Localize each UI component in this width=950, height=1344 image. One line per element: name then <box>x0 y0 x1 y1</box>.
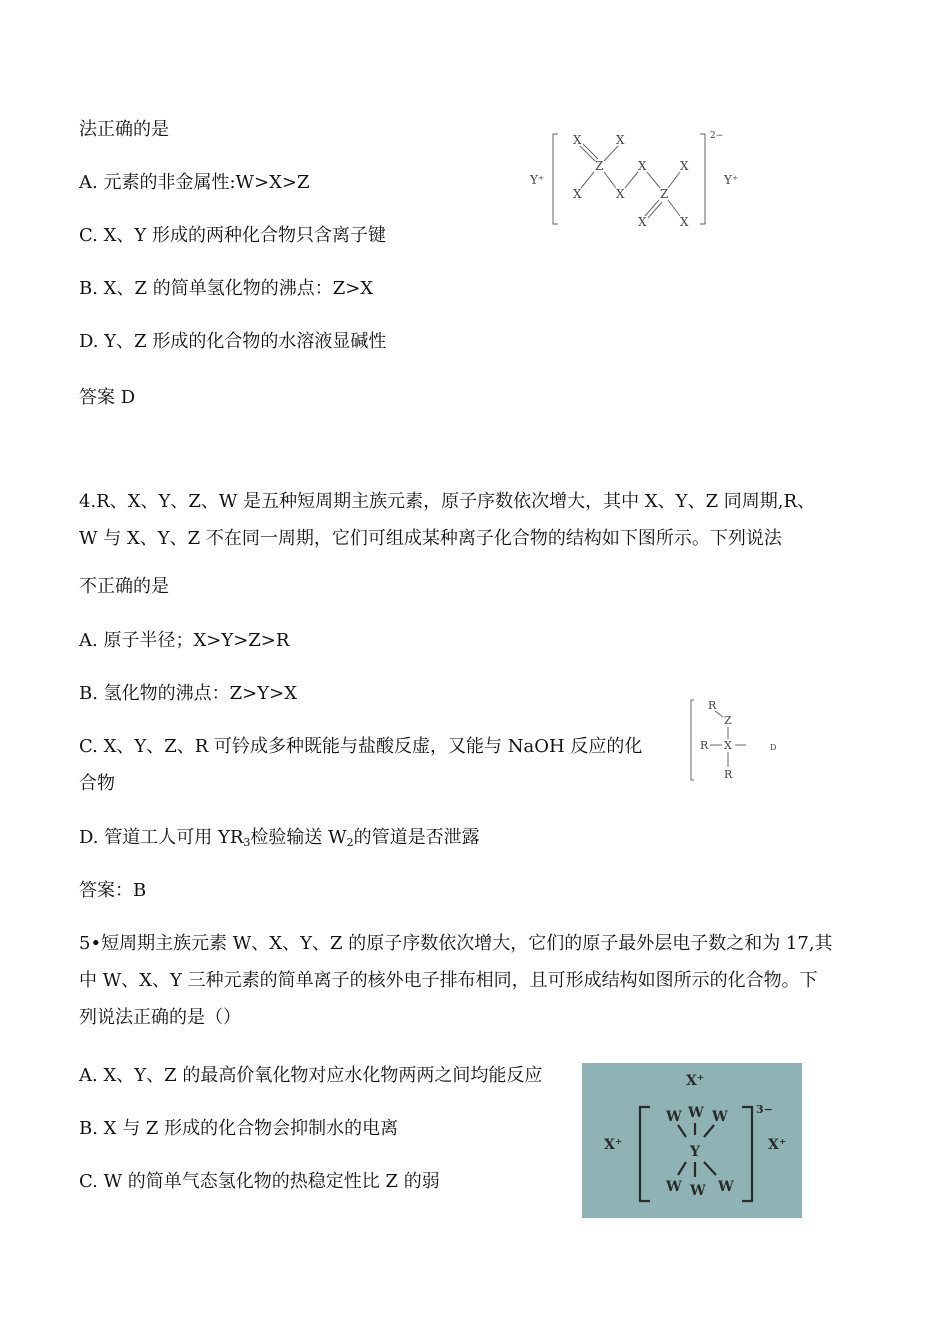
q3-stem-tail: 法正确的是 <box>79 119 169 140</box>
q5-stem-line2: 中 W、X、Y 三种元素的简单离子的核外电子排布相同，且可形成结构如图所示的化合物。下 <box>79 970 818 991</box>
q3-x8: X <box>680 215 689 229</box>
q3-x4: X <box>638 159 647 173</box>
q3-z2: Z <box>660 187 669 201</box>
q4-z: Z <box>724 714 732 727</box>
q3-option-c: C. X、Y 形成的两种化合物只含离子键 <box>79 225 386 246</box>
q3-x5: X <box>616 187 625 201</box>
q4-option-b: B. 氢化物的沸点：Z>Y>X <box>79 683 298 704</box>
q5-option-b: B. X 与 Z 形成的化合物会抑制水的电离 <box>79 1118 399 1139</box>
q5-w4: W <box>666 1179 682 1195</box>
q5-w6: W <box>718 1179 734 1195</box>
q5-w2: W <box>688 1105 704 1121</box>
q3-structure-figure <box>528 126 748 230</box>
q3-answer: 答案 D <box>79 387 136 408</box>
q3-x3: X <box>573 187 582 201</box>
q3-x6: X <box>680 159 689 173</box>
q3-x2: X <box>616 133 625 147</box>
q5-cation-left: X⁺ <box>604 1137 623 1153</box>
q4-x: X <box>724 739 732 752</box>
q4-option-d: D. 管道工人可用 $YR_3$检验输送 $W_2$的管道是否泄露 <box>79 827 480 849</box>
q4-option-a: A. 原子半径；X>Y>Z>R <box>79 630 290 651</box>
q3-option-b: B. X、Z 的简单氢化物的沸点：Z>X <box>79 278 374 299</box>
q4-answer: 答案：B <box>79 880 147 901</box>
q4-r-bottom: R <box>724 768 733 781</box>
q3-z1: Z <box>595 159 604 173</box>
q3-charge: 2− <box>710 131 724 141</box>
q4-option-c-line1: C. X、Y、Z、R 可钤成多种既能与盐酸反虚，又能与 NaOH 反应的化 <box>79 736 643 757</box>
q5-cation-top: X⁺ <box>686 1073 705 1089</box>
q5-cation-right: X⁺ <box>768 1137 787 1153</box>
q4-stem-line3: 不正确的是 <box>79 576 169 597</box>
q3-cation-left: Y⁺ <box>530 173 545 187</box>
q3-x7: X <box>638 215 647 229</box>
q4-bracket-left <box>691 700 694 780</box>
q5-w5: W <box>690 1183 706 1199</box>
q3-option-a: A. 元素的非金属性:W>X>Z <box>79 172 310 193</box>
q5-center: Y <box>690 1144 700 1160</box>
q4-r-left: R <box>700 739 709 752</box>
q5-option-c: C. W 的简单气态氢化物的热稳定性比 Z 的弱 <box>79 1171 440 1192</box>
q3-x1: X <box>573 133 582 147</box>
q3-option-d: D. Y、Z 形成的化合物的水溶液显碱性 <box>79 331 387 352</box>
q4-r-top: R <box>708 699 717 712</box>
q5-stem-line1: 5•短周期主族元素 W、X、Y、Z 的原子序数依次增大，它们的原子最外层电子数之和为 17,其 <box>79 933 833 954</box>
q5-w3: W <box>712 1109 728 1125</box>
q5-stem-line3: 列说法正确的是（） <box>79 1007 241 1028</box>
q3-bracket-left <box>553 134 558 224</box>
q5-w1: W <box>666 1109 682 1125</box>
q4-structure-figure <box>684 696 784 784</box>
q3-bracket-right <box>700 134 705 224</box>
q3-cation-right: Y⁺ <box>724 173 739 187</box>
q4-stem-line2: W 与 X、Y、Z 不在同一周期，它们可组成某种离子化合物的结构如下图所示。下列说法 <box>79 528 782 549</box>
q5-charge: 3− <box>756 1103 773 1116</box>
q4-extra-mark: D <box>770 743 777 752</box>
q5-option-a: A. X、Y、Z 的最高价氧化物对应水化物两两之间均能反应 <box>79 1065 543 1086</box>
q4-option-c-line2: 合物 <box>79 773 115 794</box>
q4-stem-line1: 4.R、X、Y、Z、W 是五种短周期主族元素，原子序数依次增大，其中 X、Y、Z 同周期,R、 <box>79 491 816 512</box>
q5-structure-figure <box>582 1063 802 1218</box>
